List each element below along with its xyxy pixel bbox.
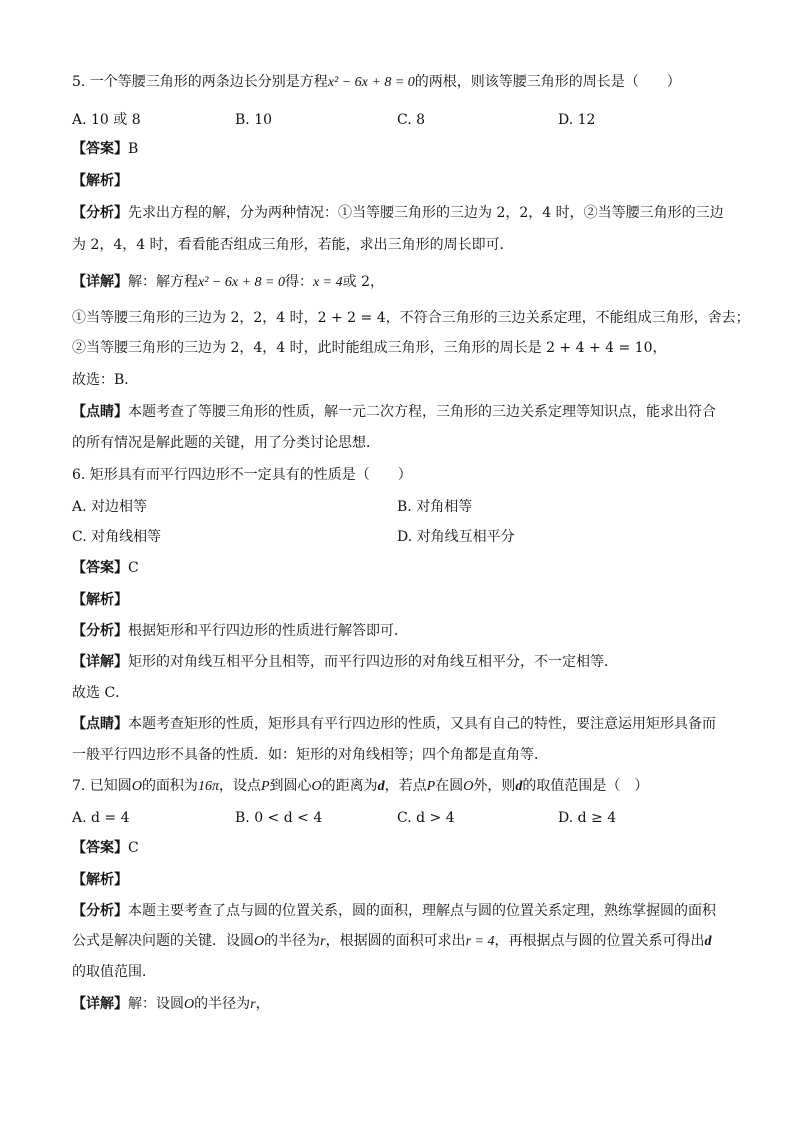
q5-dianjing-line1: 【点睛】本题考查了等腰三角形的性质，解一元二次方程，三角形的三边关系定理等知识点，能求出符合 [72, 404, 716, 420]
q5-option-c: C. 8 [397, 112, 426, 128]
q5-stem: 5. 一个等腰三角形的两条边长分别是方程x² − 6x + 8 = 0的两根，则该等腰三角形的周长是（ ） [72, 74, 681, 90]
q5-option-a: A. 10 或 8 [72, 112, 141, 128]
q5-case2: ②当等腰三角形的三边为 2，4，4 时，此时能组成三角形，三角形的周长是 2 + 4 + 4 = 10， [72, 340, 667, 356]
q5-fenxi-line1: 【分析】先求出方程的解，分为两种情况：①当等腰三角形的三边为 2，2，4 时，②当等腰三角形的三边 [72, 205, 724, 221]
q5-xiangjie: 【详解】解：解方程x² − 6x + 8 = 0得：x = 4或 2， [72, 274, 384, 290]
q6-fenxi: 【分析】根据矩形和平行四边形的性质进行解答即可． [72, 623, 408, 639]
q6-option-c: C. 对角线相等 [72, 529, 162, 545]
q7-fenxi-line3: 的取值范围． [72, 964, 156, 980]
q7-stem: 7. 已知圆O的面积为16π，设点P到圆心O的距离为d，若点P在圆O外，则d的取值范围是（ ） [72, 778, 649, 794]
q5-equation: x² − 6x + 8 = 0 [327, 75, 415, 90]
q7-xiangjie: 【详解】解：设圆O的半径为r， [72, 996, 270, 1012]
q7-answer: 【答案】C [72, 840, 139, 856]
q5-choose: 故选：B． [72, 372, 139, 388]
q5-option-b: B. 10 [235, 112, 273, 128]
q5-option-d: D. 12 [558, 112, 596, 128]
q6-dianjing-line1: 【点睛】本题考查矩形的性质，矩形具有平行四边形的性质，又具有自己的特性，要注意运用矩形具备而 [72, 716, 716, 732]
q6-choose: 故选 C． [72, 685, 130, 701]
q6-option-a: A. 对边相等 [72, 499, 148, 515]
q6-analysis-label: 【解析】 [72, 592, 128, 608]
q5-fenxi-line2: 为 2，4，4 时，看看能否组成三角形，若能，求出三角形的周长即可． [72, 237, 514, 253]
q6-option-b: B. 对角相等 [397, 499, 473, 515]
q5-dianjing-line2: 的所有情况是解此题的关键，用了分类讨论思想． [72, 435, 380, 451]
q7-fenxi-line2: 公式是解决问题的关键．设圆O的半径为r，根据圆的面积可求出r = 4，再根据点与圆的位置关系可得出d [72, 933, 712, 949]
q7-fenxi-line1: 【分析】本题主要考查了点与圆的位置关系，圆的面积，理解点与圆的位置关系定理，熟练掌握圆的面积 [72, 903, 716, 919]
q6-stem: 6. 矩形具有而平行四边形不一定具有的性质是（ ） [72, 467, 412, 483]
q5-analysis-label: 【解析】 [72, 173, 128, 189]
q6-xiangjie: 【详解】矩形的对角线互相平分且相等，而平行四边形的对角线互相平分，不一定相等． [72, 654, 618, 670]
q6-dianjing-line2: 一般平行四边形不具备的性质．如：矩形的对角线相等；四个角都是直角等． [72, 747, 548, 763]
q6-option-d: D. 对角线互相平分 [397, 529, 515, 545]
q7-option-b: B. 0 < d < 4 [235, 810, 323, 826]
q5-case1: ①当等腰三角形的三边为 2，2，4 时，2 + 2 = 4，不符合三角形的三边关系定理，不能组成三角形，舍去； [72, 310, 750, 326]
q7-option-c: C. d > 4 [397, 810, 455, 826]
q7-analysis-label: 【解析】 [72, 872, 128, 888]
q7-option-d: D. d ≥ 4 [558, 810, 617, 826]
q5-answer: 【答案】B [72, 141, 139, 157]
q7-option-a: A. d = 4 [72, 810, 130, 826]
q6-answer: 【答案】C [72, 560, 139, 576]
